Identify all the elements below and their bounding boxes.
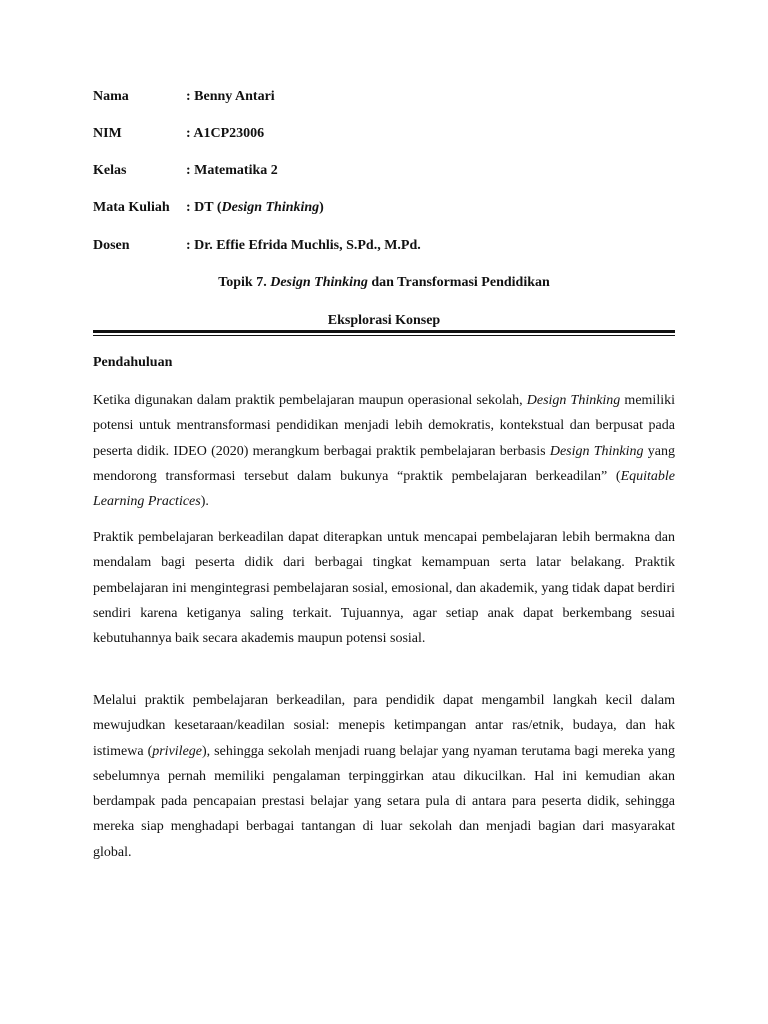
course-value-prefix: : DT ( [186, 200, 222, 215]
p1-italic-2: Design Thinking [549, 443, 644, 459]
class-value: : Matematika 2 [186, 163, 278, 178]
paragraph-2: Praktik pembelajaran berkeadilan dapat diterapkan untuk mencapai pembelajaran lebih bermakna dan mendalam bagi peserta didik dari berbagai tingkat kemampuan serta latar belakang. Praktik pembelajaran ini mengintegrasi pembelajaran sosial, emosional, dan akademik, yang tidak dapat berdiri sendiri karena ketiganya saling terkait. Tujuannya, agar setiap anak dapat berkembang sesuai kebutuhannya baik secara akademis maupun potensi sosial. [93, 530, 675, 647]
info-row-name [93, 88, 675, 106]
p3-text-1: Melalui praktik pembelajaran berkeadilan, para pendidik dapat mengambil langkah kecil dalam mewujudkan kesetaraan/keadilan sosial: menepis ketimpangan antar ras/etnik, budaya, dan hak istimewa ( [93, 693, 675, 759]
p3-italic-1: privilege [152, 743, 202, 759]
course-value-suffix: ) [319, 200, 324, 215]
p3-text-2: ), sehingga sekolah menjadi ruang belajar yang nyaman terutama bagi mereka yang sebelumnya pernah memiliki pengalaman terpinggirkan atau dikucilkan. Hal ini kemudian akan berdampak pada pencapaian prestasi belajar yang setara pula di antara para peserta didik, sehingga mereka siap menghadapi berbagai tantangan di luar sekolah dan menjadi bagian dari masyarakat global. [93, 743, 675, 860]
course-label: Mata Kuliah [93, 200, 170, 215]
course-value-italic: Design Thinking [221, 200, 320, 215]
p1-text-2: memiliki potensi untuk mentransformasi pendidikan menjadi lebih demokratis, kontekstual dan berpusat pada peserta didik. IDEO (2020) merangkum berbagai praktik pembelajaran berbasis [93, 393, 675, 459]
topic-prefix: Topik 7. [218, 275, 271, 290]
subtopic-title: Eksplorasi Konsep [327, 313, 441, 328]
p1-italic-3: Equitable Learning Practices [93, 468, 675, 510]
course-value [186, 200, 324, 215]
info-row-nim [93, 125, 675, 143]
heading-divider-thick [93, 330, 675, 333]
topic-italic: Design Thinking [270, 275, 368, 290]
nim-label: NIM [93, 126, 122, 141]
p1-text-3: yang mendorong transformasi tersebut dalam bukunya “praktik pembelajaran berkeadilan” ( [93, 443, 675, 484]
class-label: Kelas [93, 163, 127, 178]
topic-title [93, 274, 675, 292]
name-label: Nama [93, 89, 129, 104]
heading-divider-thin [93, 335, 675, 336]
info-row-class [93, 162, 675, 180]
section-heading: Pendahuluan [93, 355, 173, 370]
p1-text-1: Ketika digunakan dalam praktik pembelajaran maupun operasional sekolah, [93, 393, 527, 408]
lecturer-value: : Dr. Effie Efrida Muchlis, S.Pd., M.Pd. [186, 238, 421, 253]
p1-text-4: ). [200, 494, 209, 510]
p1-italic-1: Design Thinking [526, 393, 621, 408]
info-row-course [93, 199, 675, 217]
topic-suffix: dan Transformasi Pendidikan [367, 275, 550, 290]
nim-value: : A1CP23006 [186, 126, 265, 141]
info-row-lecturer [93, 237, 675, 255]
name-value: : Benny Antari [186, 89, 275, 104]
lecturer-label: Dosen [93, 238, 130, 253]
paragraph-3 [93, 688, 675, 865]
paragraph-1 [93, 388, 675, 514]
